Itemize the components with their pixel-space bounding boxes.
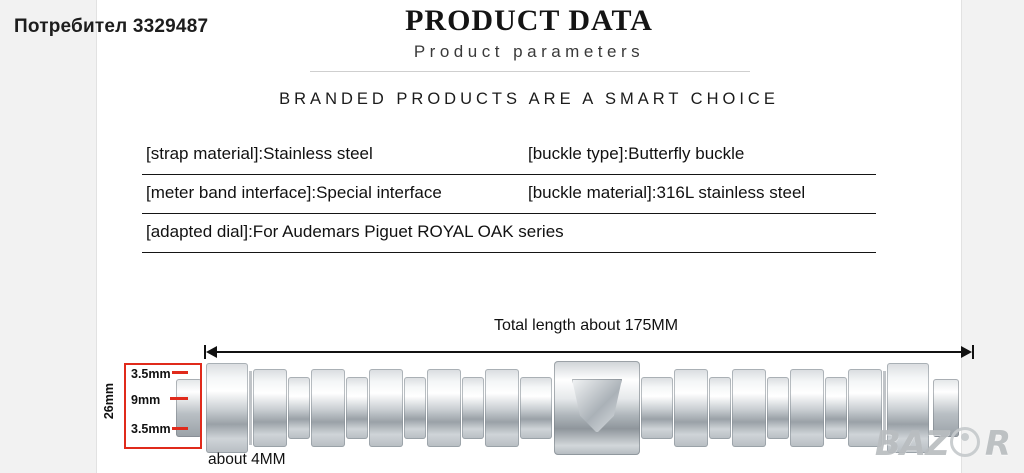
spec-strap-material: [strap material]:Stainless steel xyxy=(142,136,510,175)
butterfly-clasp xyxy=(554,361,640,455)
thickness-tick-bottom xyxy=(170,427,188,430)
bottom-measurement-note: about 4MM xyxy=(208,451,286,468)
spec-row xyxy=(142,175,876,214)
arrow-head-right xyxy=(961,346,972,358)
logo-text-left: BAZ xyxy=(874,424,949,464)
thickness-middle-label: 9mm xyxy=(131,393,161,407)
bracelet-link xyxy=(709,377,731,439)
uploader-watermark: Потребител 3329487 xyxy=(14,16,209,37)
arrow-head-left xyxy=(206,346,217,358)
bracelet-link xyxy=(206,363,248,453)
thickness-bottom-label: 3.5mm xyxy=(131,422,171,436)
spec-row xyxy=(142,214,876,253)
bracelet-link xyxy=(288,377,310,439)
bracelet-link-gap xyxy=(249,371,252,445)
bracelet-link xyxy=(427,369,461,447)
site-logo-watermark xyxy=(874,424,1010,464)
band-width-label: 26mm xyxy=(102,383,116,420)
measurement-diagram xyxy=(96,305,962,473)
bracelet-link xyxy=(520,377,552,439)
bracelet-link xyxy=(674,369,708,447)
spec-adapted-dial: [adapted dial]:For Audemars Piguet ROYAL OAK series xyxy=(142,214,876,253)
thickness-top-label: 3.5mm xyxy=(131,367,171,381)
arrow-bar xyxy=(210,351,968,353)
left-background-band xyxy=(0,0,96,473)
bracelet-link xyxy=(404,377,426,439)
arrow-cap-right xyxy=(972,345,974,359)
total-length-label: Total length about 175MM xyxy=(493,317,679,334)
bracelet-link xyxy=(369,369,403,447)
bracelet-link xyxy=(485,369,519,447)
spec-band-interface: [meter band interface]:Special interface xyxy=(142,175,510,214)
bracelet-link xyxy=(767,377,789,439)
page-title: PRODUCT DATA xyxy=(405,4,653,37)
spec-buckle-material: [buckle material]:316L stainless steel xyxy=(510,175,876,214)
bracelet-link xyxy=(346,377,368,439)
spec-row xyxy=(142,136,876,175)
bracelet-link xyxy=(311,369,345,447)
bracelet-link xyxy=(462,377,484,439)
thickness-tick-middle xyxy=(170,397,188,400)
bracelet-photo xyxy=(176,361,984,455)
pin-dot xyxy=(961,433,969,441)
page-subtitle: Product parameters xyxy=(413,42,645,61)
bracelet-link xyxy=(732,369,766,447)
bracelet-link xyxy=(641,377,673,439)
clasp-logo-plate xyxy=(572,379,622,433)
bracelet-link xyxy=(253,369,287,447)
bracelet-link xyxy=(825,377,847,439)
pin-ring xyxy=(950,427,980,457)
specifications-table xyxy=(142,136,876,253)
subtitle-divider xyxy=(310,71,750,72)
logo-text-right: R xyxy=(984,424,1010,464)
thickness-tick-top xyxy=(170,371,188,374)
pin-marker-icon xyxy=(950,427,984,461)
page-tagline: BRANDED PRODUCTS ARE A SMART CHOICE xyxy=(279,90,779,108)
spec-buckle-type: [buckle type]:Butterfly buckle xyxy=(510,136,876,175)
total-length-arrow xyxy=(204,345,974,359)
bracelet-link xyxy=(790,369,824,447)
